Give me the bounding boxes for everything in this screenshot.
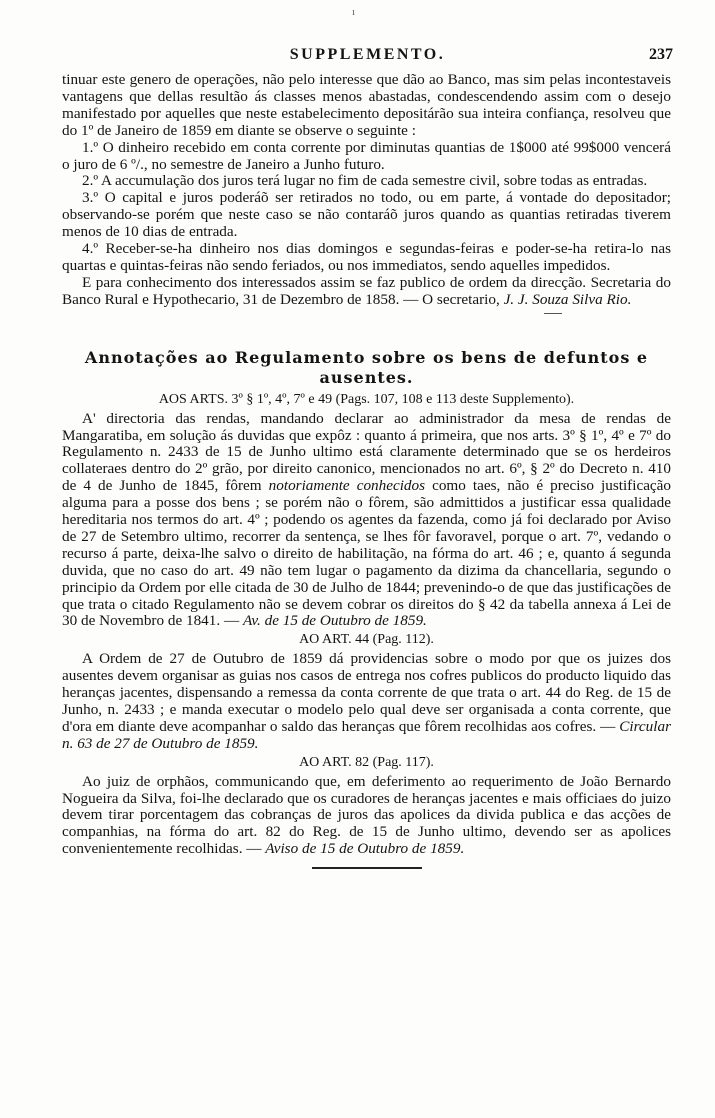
note-1-emphasis: notoriamente conhecidos [268,477,426,495]
note-3-text: Ao juiz de orphãos, communicando que, em deferimento ao requerimento de João Bernardo Nogueira da Silva, foi-lhe declarado que os curadores de heranças jacentes e mais officiaes do juizo devem tirar porcentagem das cobranças de juros das apolices da divida publica e das acções de companhias, na fórma do art. 82 do Reg. de 15 de Junho ultimo, devendo ser as apolices convenientemente recolhidas. — [62,772,671,858]
note-2-source: Circular n. 63 de 27 de Outubro de 1859. [62,717,671,752]
item-1: 1.º O dinheiro recebido em conta corrente por diminutas quantias de 1$000 até 99$000 vencerá o juro de 6 º/., no semestre de Janeiro a Junho futuro. [62,138,671,173]
note-2-reference: AO ART. 44 (Pag. 112). [299,632,434,648]
note-1-text-a: A' directoria das rendas, mandando declarar ao administrador da mesa de rendas de Mangaratiba, em solução ás duvidas que expôz : quanto á primeira, que nos arts. 3º § 1º, 4º e 7º do Regulamento n. 2433 de 15 de Junho ultimo está claramente determinado que se os herdeiros collateraes dentro do 2º grão, por direito canonico, mencionados no art. 6º, § 2º do Decreto n. 410 de 4 de Junho de 1845, fôrem [62,409,671,495]
note-2-paragraph [62,651,671,752]
note-1-source: Av. de 15 de Outubro de 1859. [242,612,427,630]
end-rule [312,867,422,869]
note-3-reference: AO ART. 82 (Pag. 117). [299,754,434,770]
note-3-source: Aviso de 15 de Outubro de 1859. [265,840,465,858]
note-3-paragraph [62,774,671,859]
note-2-text: A Ordem de 27 de Outubro de 1859 dá providencias sobre o modo por que os juizes dos ausentes devem organisar as guias nos casos de entrega nos cofres publicos do producto liquido das heranças jacentes, dispensando a remessa da conta corrente de que trata o art. 44 do Reg. de 15 de Junho, n. 2433 ; e manda executar o modelo pelo qual deve ser organisada a conta corrente, que d'ora em diante deve acompanhar o saldo das heranças que fôrem recolhidas aos cofres. — [62,650,671,735]
note-1-paragraph [62,411,671,631]
short-rule [544,313,562,314]
item-3: 3.º O capital e juros poderáõ ser retirados no todo, ou em parte, á vontade do depositador; observando-se porém que neste caso se não contaráõ juros quando as quantias retiradas tiverem menos de 10 dias de entrada. [62,189,671,241]
page-body [62,72,671,869]
page-mark: ı [352,6,356,18]
intro-paragraph: tinuar este genero de operações, não pelo interesse que dão ao Banco, mas sim pelas incontestaveis vantagens que dellas resultão ás classes menos abastadas, condescendendo assim com o desejo manifestado por aquelles que neste estabelecimento depositárão sua inteira confiança, resolveu que do 1º de Janeiro de 1859 em diante se observe o seguinte : [62,71,671,139]
signature: J. J. Souza Silva Rio. [503,290,632,308]
page-header [62,46,673,68]
section-title: Annotações ao Regulamento sobre os bens de defuntos e ausentes. [84,347,649,387]
page-number: 237 [649,46,673,63]
note-1-text-b: como taes, não é preciso justificação alguma para a posse dos bens ; se porém não o fôrem, são admittidos a justificar essa qualidade hereditaria nos termos do art. 4º ; podendo os agentes da fazenda, como já foi declarado por Aviso de 27 de Setembro ultimo, recorrer da sentença, se lhes fôr favoravel, porque o art. 7º, vedando o recurso á parte, deixa-lhe salvo o direito de habilitação, na fórma do art. 46 ; e, quanto á segunda duvida, que no caso do art. 49 não tem lugar o pagamento da dizima da chancellaria, segundo o principio da Ordem por elle citada de 30 de Julho de 1844; prevenindo-o de que das justificações de que trata o citado Regulamento não se devem cobrar os direitos do § 42 da tabella annexa á Lei de 30 de Novembro de 1841. — [62,477,672,630]
closing-text: E para conhecimento dos interessados assim se faz publico de ordem da direcção. Secretaria do Banco Rural e Hypothecario, 31 de Dezembro de 1858. — O secretario, [62,273,671,308]
note-1-reference: AOS ARTS. 3º § 1º, 4º, 7º e 49 (Pags. 107, 108 e 113 deste Supplemento). [158,391,575,407]
closing-paragraph [62,275,671,309]
item-2: 2.º A accumulação dos juros terá lugar no fim de cada semestre civil, sobre todas as entradas. [82,172,648,190]
item-4: 4.º Receber-se-ha dinheiro nos dias domingos e segundas-feiras e poder-se-ha retira-lo nas quartas e quintas-feiras não sendo feriados, ou nos immediatos, sendo aquelles impedidos. [62,240,671,274]
running-title: SUPPLEMENTO. [289,46,446,63]
